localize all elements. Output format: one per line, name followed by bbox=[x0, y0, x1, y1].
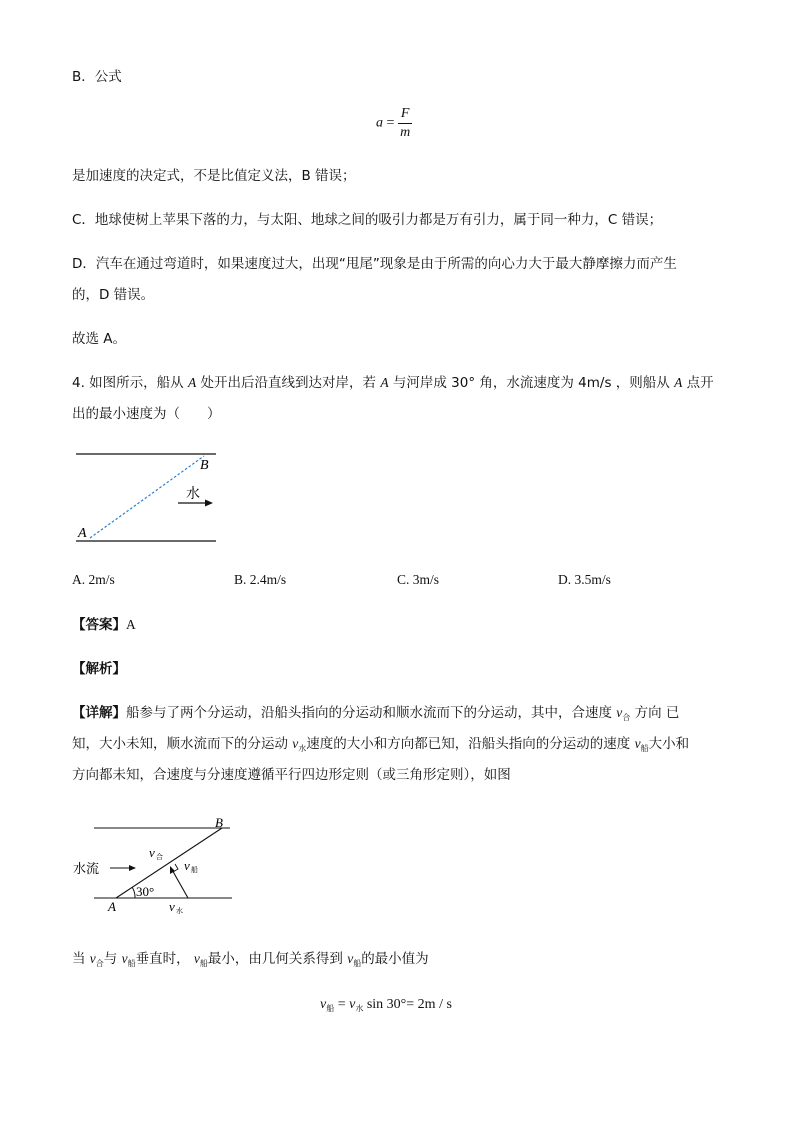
answer-line bbox=[72, 616, 136, 634]
analysis-label: 【解析】 bbox=[72, 661, 126, 677]
detail-text-2: 方向 已 bbox=[630, 705, 680, 721]
label-angle: 30° bbox=[136, 884, 155, 899]
v-subscript: 船 bbox=[127, 959, 136, 968]
analysis-tag bbox=[72, 660, 126, 678]
velocity-diagram bbox=[72, 816, 242, 916]
v-subscript: 合 bbox=[622, 713, 631, 722]
water-arrow-head bbox=[205, 500, 213, 507]
cond-text-1: 当 bbox=[72, 951, 90, 967]
detail-line2 bbox=[72, 735, 689, 758]
v-symbol: v bbox=[616, 705, 623, 720]
v-subscript: 船 bbox=[640, 744, 649, 753]
q4-text-2: 处开出后沿直线到达对岸，若 bbox=[196, 375, 381, 391]
angle-arc bbox=[132, 887, 135, 898]
label-a: A bbox=[78, 526, 87, 541]
final-formula bbox=[320, 997, 452, 1014]
formula-v-boat: v bbox=[320, 997, 327, 1012]
label-a: A bbox=[108, 899, 116, 914]
cond-text-2: 与 bbox=[103, 951, 122, 967]
formula-v-water: v bbox=[349, 997, 356, 1012]
conclusion-text: 故选 A。 bbox=[72, 331, 127, 347]
label-v-shui: v bbox=[169, 899, 175, 914]
v-symbol: v bbox=[193, 951, 200, 966]
label-b: B bbox=[200, 458, 209, 473]
detail-line3: 方向都未知，合速度与分速度遵循平行四边形定则（或三角形定则），如图 bbox=[72, 767, 511, 783]
v-symbol: v bbox=[634, 736, 641, 751]
option-b: B. 2.4m/s bbox=[234, 572, 287, 587]
formula-numerator: F bbox=[398, 106, 413, 124]
formula-newton-second-law bbox=[376, 106, 412, 141]
detail-tag: 【详解】 bbox=[72, 705, 126, 721]
label-b: B bbox=[215, 816, 223, 830]
option-c: C. 3m/s bbox=[397, 572, 440, 587]
detail-text-4: 速度的大小和方向都已知，沿船头指向的分运动的速度 bbox=[306, 736, 635, 752]
question4-line1 bbox=[72, 374, 714, 392]
v-subscript: 船 bbox=[199, 959, 208, 968]
option-d-line2: 的，D 错误。 bbox=[72, 287, 155, 303]
river-diagram bbox=[68, 448, 228, 548]
v-symbol: v bbox=[347, 951, 354, 966]
q4-point-a-2: A bbox=[380, 375, 389, 390]
detail-text-1: 船参与了两个分运动，沿船头指向的分运动和顺水流而下的分运动，其中，合速度 bbox=[126, 705, 617, 721]
formula-denominator: m bbox=[400, 125, 411, 140]
option-a: A. 2m/s bbox=[72, 572, 115, 587]
cond-text-5: 的最小值为 bbox=[361, 951, 429, 967]
q4-point-a-1: A bbox=[187, 375, 197, 390]
v-symbol: v bbox=[89, 951, 96, 966]
formula-fraction bbox=[398, 106, 413, 141]
label-v-he: v bbox=[149, 845, 155, 860]
q4-point-a-3: A bbox=[674, 375, 683, 390]
water-flow-arrow-head bbox=[129, 865, 136, 871]
option-d: D. 3.5m/s bbox=[558, 572, 611, 587]
min-speed-condition bbox=[72, 950, 429, 973]
label-v-shui-sub: 水 bbox=[176, 907, 183, 915]
formula-equals: = bbox=[337, 997, 346, 1012]
option-c-text: C．地球使树上苹果下落的力，与太阳、地球之间的吸引力都是万有引力，属于同一种力，C 错误； bbox=[72, 212, 663, 228]
formula-rest: sin 30°= 2m / s bbox=[363, 997, 452, 1012]
option-b-heading: B．公式 bbox=[72, 69, 122, 85]
cond-text-3: 垂直时， bbox=[135, 951, 194, 967]
cond-text-4: 最小，由几何关系得到 bbox=[207, 951, 348, 967]
label-v-chuan-sub: 船 bbox=[191, 866, 198, 874]
detail-text-5: 大小和 bbox=[648, 736, 690, 752]
v-symbol: v bbox=[292, 736, 299, 751]
q4-text-1: 4. 如图所示，船从 bbox=[72, 375, 188, 391]
q4-text-4: 点开 bbox=[682, 375, 714, 391]
label-v-chuan: v bbox=[184, 858, 190, 873]
question4-line2: 出的最小速度为（ ） bbox=[72, 406, 221, 422]
formula-v-boat-sub: 船 bbox=[326, 1004, 335, 1013]
answer-tag: 【答案】 bbox=[72, 617, 126, 633]
v-subscript: 合 bbox=[95, 959, 104, 968]
formula-equals: = bbox=[386, 115, 395, 131]
v-subscript: 水 bbox=[298, 744, 307, 753]
q4-text-3: 与河岸成 30° 角，水流速度为 4m/s ，则船从 bbox=[388, 375, 675, 391]
formula-v-water-sub: 水 bbox=[355, 1004, 364, 1013]
option-d-line1: D．汽车在通过弯道时，如果速度过大，出现“甩尾”现象是由于所需的向心力大于最大静摩擦力而产生 bbox=[72, 256, 677, 272]
label-v-he-sub: 合 bbox=[156, 853, 163, 861]
option-b-explanation: 是加速度的决定式，不是比值定义法，B 错误； bbox=[72, 168, 356, 184]
v-symbol: v bbox=[121, 951, 128, 966]
formula-lhs: a bbox=[376, 115, 383, 131]
v-subscript: 船 bbox=[353, 959, 362, 968]
answer-value: A bbox=[126, 617, 136, 632]
label-water-flow: 水流 bbox=[73, 862, 100, 877]
detail-text-3: 知，大小未知，顺水流而下的分运动 bbox=[72, 736, 293, 752]
label-water: 水 bbox=[186, 486, 200, 502]
detail-line1 bbox=[72, 704, 679, 727]
